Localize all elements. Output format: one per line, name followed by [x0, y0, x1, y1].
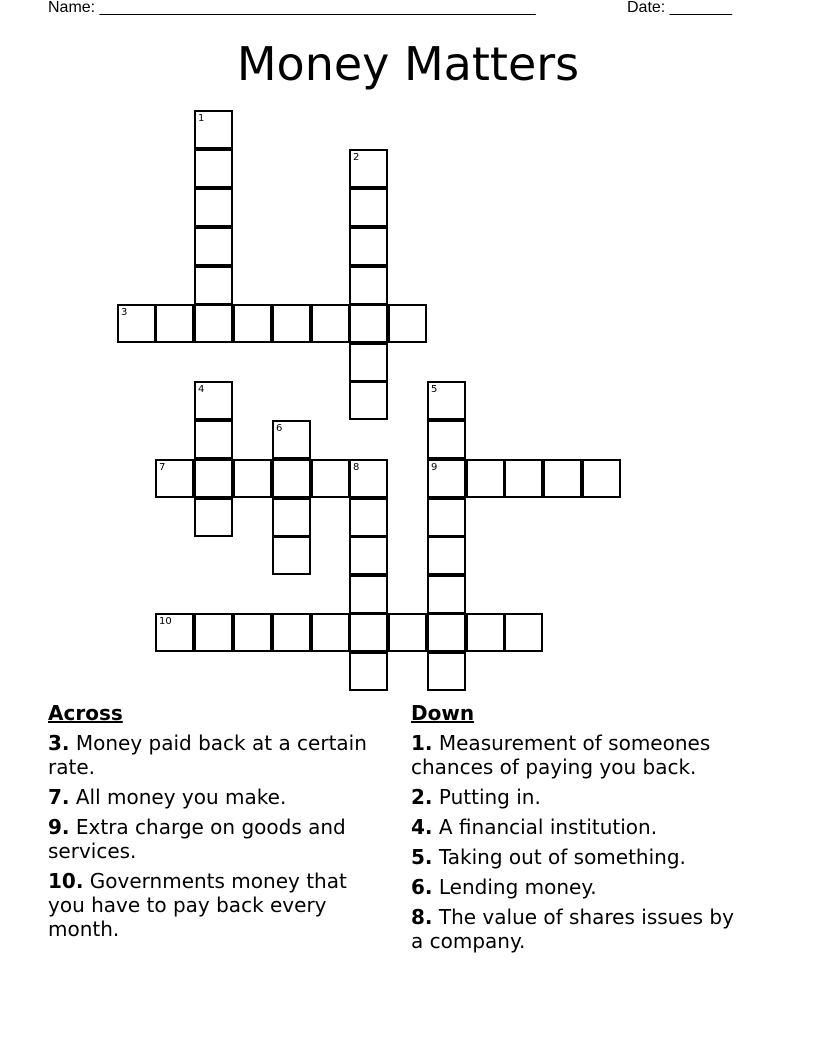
cell-number: 6 — [276, 423, 283, 434]
grid-cell[interactable] — [349, 343, 388, 382]
grid-cell[interactable] — [427, 498, 466, 537]
down-clue — [411, 815, 751, 839]
grid-cell[interactable] — [272, 304, 311, 343]
clue-text: Taking out of something. — [438, 845, 686, 869]
cell-number: 5 — [431, 384, 438, 395]
clue-number: 1. — [411, 731, 433, 755]
down-clues — [411, 701, 751, 959]
clue-number: 4. — [411, 815, 433, 839]
grid-cell[interactable] — [194, 110, 233, 149]
clue-number: 6. — [411, 875, 433, 899]
clue-number: 7. — [48, 785, 70, 809]
grid-cell[interactable] — [543, 459, 582, 498]
down-clue — [411, 905, 751, 953]
grid-cell[interactable] — [349, 652, 388, 691]
grid-cell[interactable] — [427, 536, 466, 575]
clue-text: Lending money. — [438, 875, 597, 899]
grid-cell[interactable] — [349, 459, 388, 498]
down-clue — [411, 731, 751, 779]
clue-number: 8. — [411, 905, 433, 929]
down-clue — [411, 845, 751, 869]
clue-text: A financial institution. — [438, 815, 658, 839]
grid-cell[interactable] — [194, 459, 233, 498]
cell-number: 1 — [198, 113, 205, 124]
date-field-label[interactable]: Date: _______ — [627, 0, 732, 16]
grid-cell[interactable] — [194, 188, 233, 227]
clue-text: Governments money that you have to pay back every month. — [48, 869, 347, 941]
grid-cell[interactable] — [233, 613, 272, 652]
grid-cell[interactable] — [349, 536, 388, 575]
grid-cell[interactable] — [504, 459, 543, 498]
grid-cell[interactable] — [427, 459, 466, 498]
clue-number: 10. — [48, 869, 84, 893]
clue-text: The value of shares issues by a company. — [411, 905, 734, 953]
cell-number: 10 — [159, 616, 172, 627]
grid-cell[interactable] — [194, 149, 233, 188]
puzzle-title: Money Matters — [236, 37, 580, 91]
clue-text: Money paid back at a certain rate. — [48, 731, 367, 779]
grid-cell[interactable] — [349, 227, 388, 266]
down-clue — [411, 875, 751, 899]
grid-cell[interactable] — [427, 575, 466, 614]
across-clue — [48, 869, 378, 941]
grid-cell[interactable] — [311, 304, 350, 343]
grid-cell[interactable] — [504, 613, 543, 652]
cell-number: 7 — [159, 462, 166, 473]
across-clues — [48, 701, 378, 947]
grid-cell[interactable] — [194, 227, 233, 266]
grid-cell[interactable] — [388, 304, 427, 343]
grid-cell[interactable] — [272, 459, 311, 498]
grid-cell[interactable] — [349, 498, 388, 537]
clue-number: 3. — [48, 731, 70, 755]
grid-cell[interactable] — [117, 304, 156, 343]
grid-cell[interactable] — [233, 304, 272, 343]
grid-cell[interactable] — [194, 498, 233, 537]
grid-cell[interactable] — [194, 304, 233, 343]
grid-cell[interactable] — [155, 459, 194, 498]
clue-text: All money you make. — [75, 785, 287, 809]
grid-cell[interactable] — [349, 266, 388, 305]
cell-number: 4 — [198, 384, 205, 395]
clue-number: 5. — [411, 845, 433, 869]
grid-cell[interactable] — [388, 613, 427, 652]
grid-cell[interactable] — [311, 459, 350, 498]
grid-cell[interactable] — [427, 420, 466, 459]
grid-cell[interactable] — [427, 652, 466, 691]
grid-cell[interactable] — [349, 149, 388, 188]
grid-cell[interactable] — [466, 459, 505, 498]
grid-cell[interactable] — [194, 420, 233, 459]
cell-number: 9 — [431, 462, 438, 473]
down-heading: Down — [411, 701, 475, 725]
clue-number: 2. — [411, 785, 433, 809]
grid-cell[interactable] — [194, 266, 233, 305]
grid-cell[interactable] — [582, 459, 621, 498]
across-clue — [48, 815, 378, 863]
grid-cell[interactable] — [349, 188, 388, 227]
across-clue — [48, 731, 378, 779]
grid-cell[interactable] — [272, 536, 311, 575]
clue-text: Measurement of someones chances of paying you back. — [411, 731, 711, 779]
grid-cell[interactable] — [194, 613, 233, 652]
grid-cell[interactable] — [194, 381, 233, 420]
grid-cell[interactable] — [272, 420, 311, 459]
grid-cell[interactable] — [349, 575, 388, 614]
across-heading: Across — [48, 701, 123, 725]
clue-text: Putting in. — [438, 785, 541, 809]
grid-cell[interactable] — [155, 304, 194, 343]
down-clue — [411, 785, 751, 809]
grid-cell[interactable] — [349, 613, 388, 652]
cell-number: 8 — [353, 462, 360, 473]
name-field-label[interactable]: Name: _________________________________________________ — [48, 0, 536, 16]
grid-cell[interactable] — [233, 459, 272, 498]
grid-cell[interactable] — [349, 304, 388, 343]
grid-cell[interactable] — [272, 613, 311, 652]
grid-cell[interactable] — [272, 498, 311, 537]
across-clue — [48, 785, 378, 809]
grid-cell[interactable] — [427, 613, 466, 652]
cell-number: 2 — [353, 152, 360, 163]
clue-number: 9. — [48, 815, 70, 839]
grid-cell[interactable] — [349, 381, 388, 420]
cell-number: 3 — [121, 307, 128, 318]
grid-cell[interactable] — [427, 381, 466, 420]
clue-text: Extra charge on goods and services. — [48, 815, 346, 863]
grid-cell[interactable] — [311, 613, 350, 652]
grid-cell[interactable] — [466, 613, 505, 652]
grid-cell[interactable] — [155, 613, 194, 652]
